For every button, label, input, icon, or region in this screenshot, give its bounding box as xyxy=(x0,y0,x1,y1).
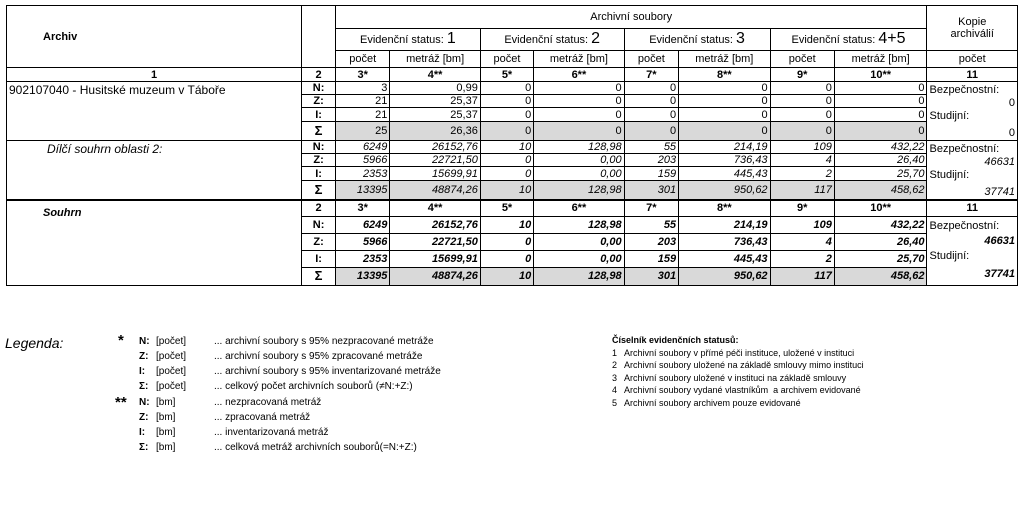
studijni-label: Studijní: xyxy=(929,249,970,262)
cell: 2353 xyxy=(335,250,389,267)
legend-unit: [bm] xyxy=(156,427,176,438)
codebook-item: 4 Archivní soubory vydané vlastníkům a archivem evidované xyxy=(612,385,861,395)
colnum: 2 xyxy=(302,68,336,82)
studijni-label: Studijní: xyxy=(929,169,970,181)
pocet-header: počet xyxy=(335,51,389,68)
cell: 109 xyxy=(770,141,834,154)
cell: 10 xyxy=(480,267,533,285)
colnum: 10** xyxy=(834,68,927,82)
studijni-label: Studijní: xyxy=(929,110,970,122)
cell: 0 xyxy=(770,121,834,140)
colnum: 3* xyxy=(335,68,389,82)
status-header-45: Evidenční status: 4+5 xyxy=(770,29,927,51)
metraz-header: metráž [bm] xyxy=(390,51,480,68)
cell: 21 xyxy=(335,95,389,108)
codebook-item: 5 Archivní soubory archivem pouze evidované xyxy=(612,397,801,408)
cell: 117 xyxy=(770,180,834,200)
legend-text: ... zpracovaná metráž xyxy=(214,412,311,423)
cell: 0 xyxy=(534,82,624,95)
cell: 0 xyxy=(480,233,533,250)
legend-text: ... inventarizovaná metráž xyxy=(214,427,329,438)
legend-text: ... nezpracovaná metráž xyxy=(214,397,322,408)
cell: 26,36 xyxy=(390,121,480,140)
cell: 0 xyxy=(480,154,533,167)
colnum: 3* xyxy=(335,200,389,216)
cell: 458,62 xyxy=(834,180,927,200)
row-label: N: xyxy=(302,216,336,233)
codebook-title: Číselník evidenčních statusů: xyxy=(612,335,739,345)
cell: 0 xyxy=(480,167,533,180)
legend-text: ... celkový počet archivních souborů (≠N:+Z:) xyxy=(214,381,413,392)
cell: 0 xyxy=(480,108,533,121)
bezpecnostni-value: 46631 xyxy=(984,234,1015,247)
cell: 26,40 xyxy=(834,233,927,250)
legend-unit: [bm] xyxy=(156,412,176,423)
metraz-header: metráž [bm] xyxy=(534,51,624,68)
colnum: 6** xyxy=(534,68,624,82)
legend-code: Σ: xyxy=(139,381,149,392)
cell: 159 xyxy=(624,167,678,180)
colnum: 8** xyxy=(679,200,771,216)
legend-code: Σ: xyxy=(139,442,149,453)
cell: 736,43 xyxy=(679,154,771,167)
colnum: 7* xyxy=(624,200,678,216)
pocet-header: počet xyxy=(770,51,834,68)
cell: 55 xyxy=(624,216,678,233)
kopie-line2: archiválií xyxy=(950,28,994,40)
cell: 48874,26 xyxy=(390,180,480,200)
cell: 736,43 xyxy=(679,233,771,250)
metraz-header: metráž [bm] xyxy=(679,51,771,68)
cell: 432,22 xyxy=(834,141,927,154)
legend-text: ... celková metráž archivních souborů(=N:+Z:) xyxy=(214,442,417,453)
cell: 25,37 xyxy=(390,108,480,121)
status-header-3: Evidenční status: 3 xyxy=(624,29,770,51)
legend-code: I: xyxy=(139,427,146,438)
cell: 445,43 xyxy=(679,167,771,180)
legend xyxy=(5,332,605,462)
cell: 0 xyxy=(624,95,678,108)
kopie-cell xyxy=(927,216,1018,285)
cell: 0 xyxy=(480,82,533,95)
legend-unit: [počet] xyxy=(156,366,187,377)
cell: 128,98 xyxy=(534,141,624,154)
souhrn-title: Souhrn xyxy=(7,200,302,285)
pocet-header: počet xyxy=(624,51,678,68)
legend-unit: [počet] xyxy=(156,381,187,392)
cell: 22721,50 xyxy=(390,233,480,250)
kopie-header xyxy=(927,6,1018,51)
colnum: 11 xyxy=(927,68,1018,82)
archiv-title: Archiv xyxy=(7,6,302,68)
codebook-item: 1 Archivní soubory v přímé péči instituce, uložené v instituci xyxy=(612,347,855,358)
bezpecnostni-value: 46631 xyxy=(984,156,1015,168)
cell: 301 xyxy=(624,180,678,200)
pocet-header: počet xyxy=(927,51,1018,68)
cell: 21 xyxy=(335,108,389,121)
cell: 0 xyxy=(834,108,927,121)
cell: 2 xyxy=(770,167,834,180)
cell: 0,00 xyxy=(534,154,624,167)
cell: 2353 xyxy=(335,167,389,180)
cell: 25,37 xyxy=(390,95,480,108)
kopie-cell xyxy=(927,82,1018,141)
archive-statistics-table xyxy=(6,5,1018,286)
bezpecnostni-value: 0 xyxy=(1008,97,1015,109)
cell: 26152,76 xyxy=(390,216,480,233)
cell: 10 xyxy=(480,216,533,233)
cell: 0 xyxy=(624,82,678,95)
column-number-row xyxy=(7,68,1018,82)
colnum: 11 xyxy=(927,200,1018,216)
legend-unit: [počet] xyxy=(156,336,187,347)
studijni-value: 37741 xyxy=(984,186,1015,198)
cell: 6249 xyxy=(335,141,389,154)
cell: 214,19 xyxy=(679,141,771,154)
cell: 0 xyxy=(480,95,533,108)
legend-code: I: xyxy=(139,366,146,377)
cell: 13395 xyxy=(335,267,389,285)
legend-text: ... archivní soubory s 95% nezpracované metráže xyxy=(214,336,434,347)
cell: 3 xyxy=(335,82,389,95)
cell: 950,62 xyxy=(679,180,771,200)
metraz-header: metráž [bm] xyxy=(834,51,927,68)
cell: 203 xyxy=(624,233,678,250)
colnum: 7* xyxy=(624,68,678,82)
row-label: Z: xyxy=(302,95,336,108)
cell: 950,62 xyxy=(679,267,771,285)
cell: 10 xyxy=(480,180,533,200)
cell: 128,98 xyxy=(534,267,624,285)
cell: 0 xyxy=(480,250,533,267)
bezpecnostni-label: Bezpečnostní: xyxy=(929,143,1000,155)
colnum: 9* xyxy=(770,68,834,82)
cell: 0,00 xyxy=(534,250,624,267)
cell: 15699,91 xyxy=(390,167,480,180)
row-label: I: xyxy=(302,250,336,267)
codebook-item: 3 Archivní soubory uložené v instituci na základě smlouvy xyxy=(612,372,847,383)
cell: 301 xyxy=(624,267,678,285)
cell: 117 xyxy=(770,267,834,285)
row-label: Z: xyxy=(302,233,336,250)
cell: 0 xyxy=(770,82,834,95)
legend-unit: [počet] xyxy=(156,351,187,362)
cell: 5966 xyxy=(335,233,389,250)
codebook-item: 2 Archivní soubory uložené na základě smlouvy mimo instituci xyxy=(612,360,864,370)
cell: 0 xyxy=(770,108,834,121)
legend-code: N: xyxy=(139,336,150,347)
colnum: 2 xyxy=(302,200,336,216)
archivni-soubory-header: Archivní soubory xyxy=(335,6,927,29)
institution-name: 902107040 - Husitské muzeum v Táboře xyxy=(7,82,302,141)
colnum: 10** xyxy=(834,200,927,216)
colnum: 9* xyxy=(770,200,834,216)
kopie-line1: Kopie xyxy=(958,16,987,28)
status-header-2: Evidenční status: 2 xyxy=(480,29,624,51)
cell: 0 xyxy=(679,82,771,95)
cell: 10 xyxy=(480,141,533,154)
legend-code: Z: xyxy=(139,351,149,362)
row-label: N: xyxy=(302,141,336,154)
legend-text: ... archivní soubory s 95% zpracované metráže xyxy=(214,351,423,362)
row-label: I: xyxy=(302,167,336,180)
cell: 0 xyxy=(770,95,834,108)
cell: 26152,76 xyxy=(390,141,480,154)
studijni-value: 37741 xyxy=(984,267,1015,280)
cell: 128,98 xyxy=(534,216,624,233)
colnum: 4** xyxy=(390,68,480,82)
row-label: I: xyxy=(302,108,336,121)
cell: 6249 xyxy=(335,216,389,233)
cell: 128,98 xyxy=(534,180,624,200)
colnum: 1 xyxy=(7,68,302,82)
cell: 0 xyxy=(534,108,624,121)
cell: 15699,91 xyxy=(390,250,480,267)
legend-code: Z: xyxy=(139,412,149,423)
legend-title: Legenda: xyxy=(5,335,64,351)
colnum: 8** xyxy=(679,68,771,82)
cell: 0 xyxy=(679,121,771,140)
cell: 0 xyxy=(834,95,927,108)
legend-star: * xyxy=(118,332,124,349)
cell: 0,00 xyxy=(534,233,624,250)
cell: 13395 xyxy=(335,180,389,200)
cell: 214,19 xyxy=(679,216,771,233)
sigma-label: Σ xyxy=(302,267,336,285)
cell: 22721,50 xyxy=(390,154,480,167)
legend-text: ... archivní soubory s 95% inventarizované metráže xyxy=(214,366,441,377)
cell: 0 xyxy=(534,95,624,108)
legend-unit: [bm] xyxy=(156,442,176,453)
cell: 0 xyxy=(624,121,678,140)
cell: 0 xyxy=(534,121,624,140)
cell: 445,43 xyxy=(679,250,771,267)
cell: 55 xyxy=(624,141,678,154)
row-label: N: xyxy=(302,82,336,95)
colnum: 5* xyxy=(480,200,533,216)
cell: 203 xyxy=(624,154,678,167)
row-label: Z: xyxy=(302,154,336,167)
cell: 25,70 xyxy=(834,167,927,180)
status-codebook xyxy=(612,334,864,409)
cell: 0 xyxy=(834,121,927,140)
colnum: 5* xyxy=(480,68,533,82)
cell: 159 xyxy=(624,250,678,267)
cell: 0,00 xyxy=(534,167,624,180)
kopie-cell xyxy=(927,141,1018,201)
colnum: 4** xyxy=(390,200,480,216)
cell: 2 xyxy=(770,250,834,267)
cell: 48874,26 xyxy=(390,267,480,285)
studijni-value: 0 xyxy=(1008,127,1015,139)
cell: 0 xyxy=(480,121,533,140)
pocet-header: počet xyxy=(480,51,533,68)
legend-double-star: ** xyxy=(115,394,127,411)
cell: 25 xyxy=(335,121,389,140)
bezpecnostni-label: Bezpečnostní: xyxy=(929,219,1000,232)
table-row xyxy=(7,82,1018,95)
cell: 5966 xyxy=(335,154,389,167)
status-header-1: Evidenční status: 1 xyxy=(335,29,480,51)
cell: 458,62 xyxy=(834,267,927,285)
legend-code: N: xyxy=(139,397,150,408)
cell: 25,70 xyxy=(834,250,927,267)
cell: 109 xyxy=(770,216,834,233)
cell: 0 xyxy=(679,108,771,121)
cell: 0,99 xyxy=(390,82,480,95)
colnum: 6** xyxy=(534,200,624,216)
table-row xyxy=(7,141,1018,154)
sigma-label: Σ xyxy=(302,121,336,140)
cell: 4 xyxy=(770,154,834,167)
legend-unit: [bm] xyxy=(156,397,176,408)
cell: 26,40 xyxy=(834,154,927,167)
label-col-header xyxy=(302,6,336,68)
cell: 0 xyxy=(834,82,927,95)
cell: 0 xyxy=(624,108,678,121)
cell: 4 xyxy=(770,233,834,250)
bezpecnostni-label: Bezpečnostní: xyxy=(929,84,1000,96)
sigma-label: Σ xyxy=(302,180,336,200)
column-number-row xyxy=(7,200,1018,216)
cell: 432,22 xyxy=(834,216,927,233)
cell: 0 xyxy=(679,95,771,108)
partial-summary-name: Dílčí souhrn oblasti 2: xyxy=(7,141,302,201)
